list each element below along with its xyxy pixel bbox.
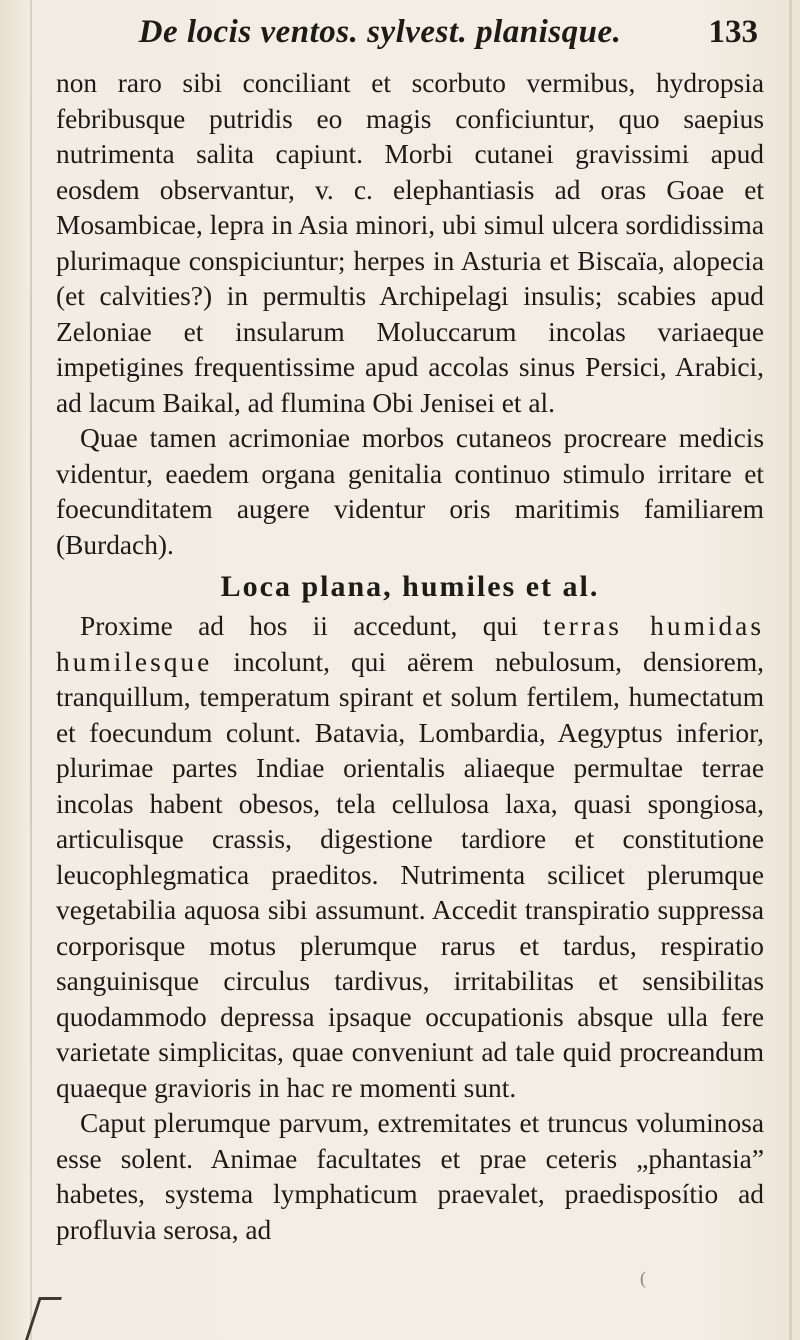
paragraph-1: non raro sibi conciliant et scorbuto vermibus, hydropsia febribusque putridis eo magis conficiuntur, quo saepius nutrimenta salita capiunt. Morbi cutanei gravissimi apud eosdem observantur, v. c. elephantiasis ad oras Goae et Mosambicae, lepra in Asia minori, ubi simul ulcera sordidissima plurimaque conspiciuntur; herpes in Asturia et Biscaïa, alopecia (et calvities?) in permultis Archipelagi insulis; scabies apud Zeloniae et insularum Moluccarum incolas variaeque impetigines frequentissime apud accolas sinus Persici, Arabici, ad lacum Baikal, ad flumina Obi Jenisei et al. — [56, 68, 764, 418]
paragraph-3-lead: Proxime ad hos ii accedunt, qui — [80, 611, 518, 641]
page-edge — [789, 0, 792, 1340]
stray-mark: ( — [640, 1268, 646, 1288]
gutter-shadow — [30, 0, 32, 1340]
paragraph-3-spaced: terras humidas humilesque — [56, 611, 764, 677]
running-title: De locis ventos. sylvest. planisque. — [138, 14, 622, 50]
page-number: 133 — [708, 14, 758, 50]
section-heading: Loca plana, humiles et al. — [220, 570, 600, 603]
paragraph-3 — [56, 609, 764, 1106]
page-header — [50, 8, 778, 58]
paragraph-3-rest: incolunt, qui aërem nebulosum, densiorem, tranquillum, temperatum spirant et solum fertilem, humectatum et foecundum colunt. Batavia, Lombardia, Aegyptus inferior, plurimae partes Indiae orientalis aliaeque permultae terrae incolas habent obesos, tela cellulosa laxa, quasi spongiosa, articulisque crassis, digestione tardiore et constitutione leucophlegmatica praeditos. Nutrimenta scilicet plerumque vegetabilia aquosa sibi assumunt. Accedit transpiratio suppressa corporisque motus plerumque rarus et tardus, respiratio sanguinisque circulus tardivus, irritabilitas et sensibilitas quodammodo depressa ipsaque occupationis absque ulla fere varietate simplicitas, quae conveniunt ad tale quid procreandum quaeque gravioris in hac re momenti sunt. — [56, 646, 764, 1103]
body-text — [56, 66, 764, 1248]
paragraph-2: Quae tamen acrimoniae morbos cutaneos procreare medicis videntur, eaedem organa genitalia continuo stimulo irritare et foecunditatem augere videntur oris maritimis familiarem (Burdach). — [56, 423, 764, 560]
paragraph-4: Caput plerumque parvum, extremitates et truncus voluminosa esse solent. Animae facultates et prae ceteris „phantasia” habetes, systema lymphaticum praevalet, praedisposítio ad profluvia serosa, ad — [56, 1108, 764, 1245]
